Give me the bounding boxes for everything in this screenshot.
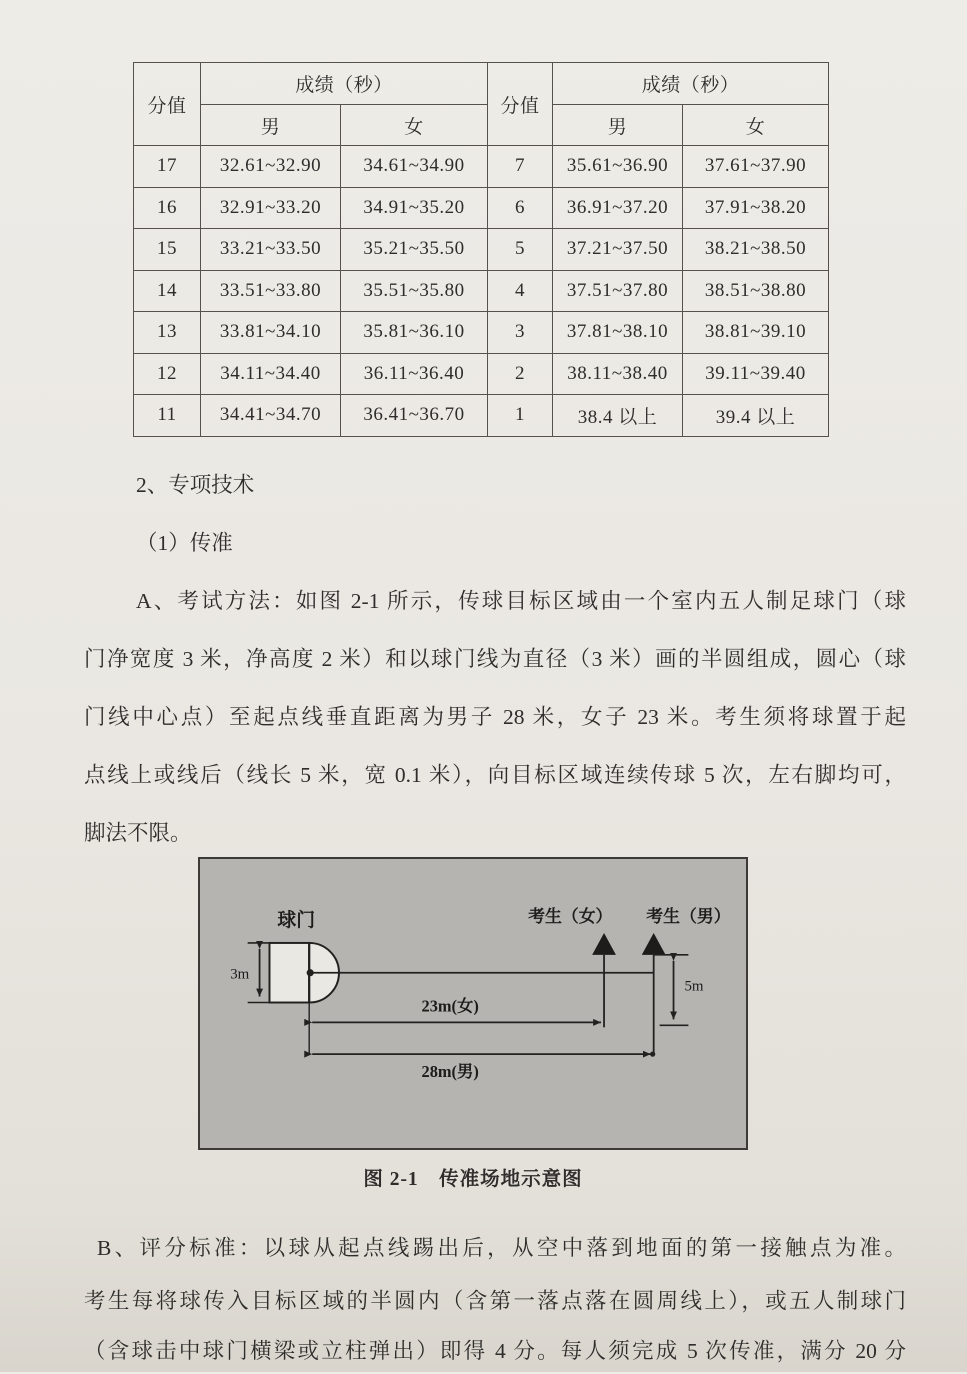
score-cell: 11 — [134, 395, 201, 437]
score-cell: 33.51~33.80 — [201, 270, 341, 312]
score-cell: 6 — [488, 187, 553, 229]
male-col-header: 男 — [201, 105, 341, 146]
score-cell: 34.91~35.20 — [341, 187, 488, 229]
table-row — [134, 395, 829, 437]
score-cell: 13 — [134, 312, 201, 354]
examinee-male-label: 考生（男） — [646, 907, 731, 927]
field-diagram-svg — [200, 859, 746, 1148]
score-cell: 35.21~35.50 — [341, 229, 488, 271]
field-diagram — [198, 857, 748, 1150]
paragraph-a-line: 点线上或线后（线长 5 米，宽 0.1 米），向目标区域连续传球 5 次，左右脚均可， — [84, 763, 906, 787]
table-row — [134, 270, 829, 312]
score-cell: 36.91~37.20 — [553, 187, 683, 229]
score-cell: 17 — [134, 146, 201, 188]
score-cell: 32.91~33.20 — [201, 187, 341, 229]
score-cell: 3 — [488, 312, 553, 354]
start-line-label: 5m — [684, 978, 704, 995]
score-cell: 2 — [488, 353, 553, 395]
subsection-heading: （1）传准 — [136, 531, 233, 555]
paragraph-b-line: 考生每将球传入目标区域的半圆内（含第一落点落在圆周线上），或五人制球门 — [84, 1289, 906, 1313]
goal-label: 球门 — [277, 910, 316, 932]
paragraph-a-line: 脚法不限。 — [84, 821, 192, 845]
score-cell: 35.61~36.90 — [553, 146, 683, 188]
table-row — [134, 187, 829, 229]
table-row — [134, 146, 829, 188]
paragraph-a-line: 门净宽度 3 米，净高度 2 米）和以球门线为直径（3 米）画的半圆组成，圆心（球 — [84, 647, 906, 671]
score-cell: 34.11~34.40 — [201, 353, 341, 395]
section-text — [84, 456, 906, 862]
score-cell: 38.11~38.40 — [553, 353, 683, 395]
score-cell: 7 — [488, 146, 553, 188]
paragraph-b-line: （含球击中球门横梁或立柱弹出）即得 4 分。每人须完成 5 次传准，满分 20 分 — [84, 1339, 906, 1363]
examinee-male-marker — [642, 933, 666, 955]
score-cell: 39.11~39.40 — [683, 353, 829, 395]
score-cell: 35.51~35.80 — [341, 270, 488, 312]
examinee-female-label: 考生（女） — [528, 907, 613, 927]
score-col-header: 分值 — [488, 63, 553, 146]
female-col-header: 女 — [341, 105, 488, 146]
score-cell: 34.41~34.70 — [201, 395, 341, 437]
score-cell: 37.51~37.80 — [553, 270, 683, 312]
female-col-header: 女 — [683, 105, 829, 146]
score-table-wrap — [133, 62, 828, 437]
paragraph-b — [84, 1222, 906, 1374]
paragraph-a-line: A、考试方法：如图 2-1 所示，传球目标区域由一个室内五人制足球门（球 — [136, 589, 906, 613]
table-header-row — [134, 63, 829, 105]
score-cell: 33.21~33.50 — [201, 229, 341, 271]
score-col-header: 分值 — [134, 63, 201, 146]
score-cell: 12 — [134, 353, 201, 395]
score-cell: 37.21~37.50 — [553, 229, 683, 271]
male-distance-label: 28m(男) — [421, 1061, 479, 1081]
male-distance-endpoint — [650, 1052, 655, 1057]
table-subheader-row — [134, 105, 829, 146]
paragraph-a-line: 门线中心点）至起点线垂直距离为男子 28 米，女子 23 米。考生须将球置于起 — [84, 705, 906, 729]
score-cell: 33.81~34.10 — [201, 312, 341, 354]
score-cell: 36.11~36.40 — [341, 353, 488, 395]
start-line-dimension — [654, 955, 689, 1025]
goal-width-label: 3m — [230, 966, 250, 983]
score-cell: 15 — [134, 229, 201, 271]
score-cell: 34.61~34.90 — [341, 146, 488, 188]
score-cell: 36.41~36.70 — [341, 395, 488, 437]
score-cell: 37.61~37.90 — [683, 146, 829, 188]
score-cell: 38.81~39.10 — [683, 312, 829, 354]
score-cell: 35.81~36.10 — [341, 312, 488, 354]
result-col-header: 成绩（秒） — [201, 63, 488, 105]
score-cell: 37.91~38.20 — [683, 187, 829, 229]
score-cell: 16 — [134, 187, 201, 229]
male-col-header: 男 — [553, 105, 683, 146]
score-cell: 38.51~38.80 — [683, 270, 829, 312]
goal-width-dimension — [248, 943, 270, 1003]
score-cell: 37.81~38.10 — [553, 312, 683, 354]
score-table — [133, 62, 829, 437]
score-cell: 39.4 以上 — [683, 395, 829, 437]
table-row — [134, 353, 829, 395]
table-row — [134, 312, 829, 354]
score-cell: 38.4 以上 — [553, 395, 683, 437]
score-table-body — [134, 146, 829, 437]
paragraph-b-line: B、评分标准：以球从起点线踢出后，从空中落到地面的第一接触点为准。 — [97, 1236, 906, 1260]
examinee-female-marker — [592, 933, 616, 955]
score-cell: 38.21~38.50 — [683, 229, 829, 271]
score-cell: 4 — [488, 270, 553, 312]
result-col-header: 成绩（秒） — [553, 63, 829, 105]
figure-caption: 图 2-1 传准场地示意图 — [363, 1169, 583, 1190]
female-distance-label: 23m(女) — [421, 996, 479, 1016]
score-cell: 5 — [488, 229, 553, 271]
table-row — [134, 229, 829, 271]
score-cell: 32.61~32.90 — [201, 146, 341, 188]
score-cell: 14 — [134, 270, 201, 312]
score-cell: 1 — [488, 395, 553, 437]
section-heading: 2、专项技术 — [136, 473, 255, 497]
